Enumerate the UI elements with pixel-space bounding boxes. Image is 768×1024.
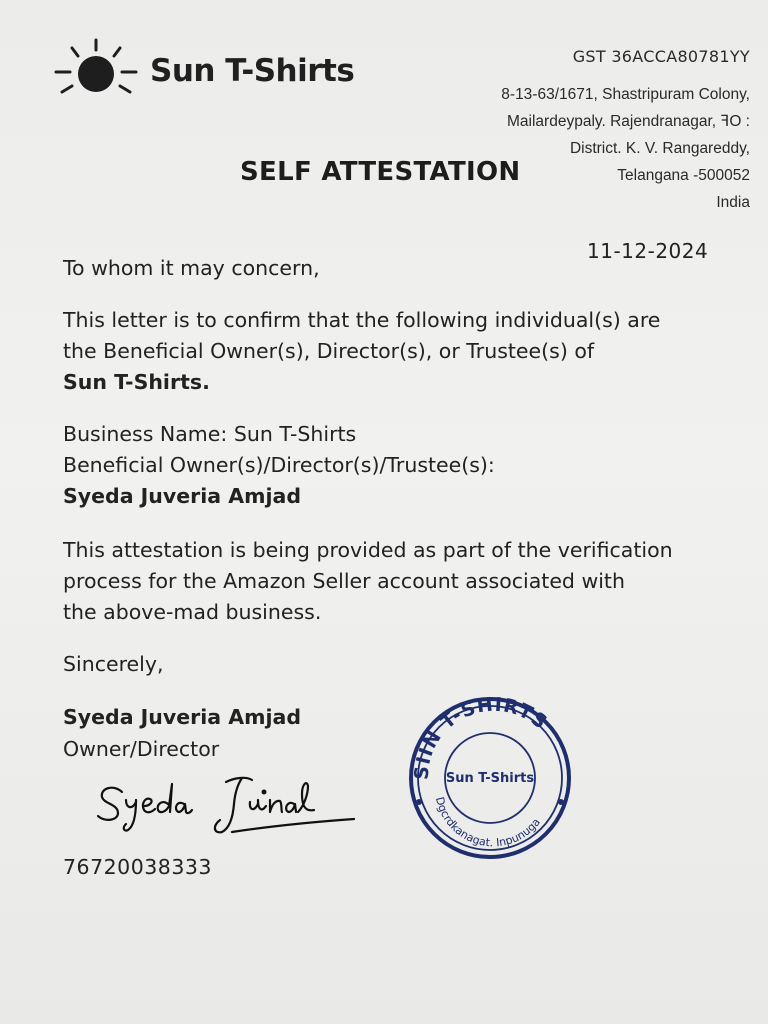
owner-label: Beneficial Owner(s)/Director(s)/Trustee(s):: [63, 453, 495, 477]
paragraph-line: process for the Amazon Seller account associated with: [63, 569, 625, 593]
signer-name: Syeda Juveria Amjad: [63, 705, 302, 729]
address-line: 8-13-63/1671, Shastripuram Colony,: [501, 86, 750, 103]
company-name: Sun T-Shirts: [150, 53, 355, 89]
address-line: Telangana -500052: [617, 167, 750, 184]
handwritten-signature: [92, 770, 362, 850]
business-name: Business Name: Sun T-Shirts: [63, 422, 357, 446]
company-address: [501, 81, 750, 216]
paragraph-line: This letter is to confirm that the following individual(s) are: [63, 308, 661, 332]
closing: Sincerely,: [63, 652, 164, 676]
stamp-bottom-text: Dgcrdkanagat. Inpunuga: [432, 795, 543, 850]
address-line: Mailardeypaly. Rajendranagar, ꟻO :: [507, 113, 750, 130]
owner-name: Syeda Juveria Amjad: [63, 484, 302, 508]
letter-date: 11-12-2024: [587, 239, 709, 263]
address-line: District. K. V. Rangareddy,: [569, 140, 750, 157]
company-stamp: [398, 694, 582, 862]
confirmation-paragraph: [63, 305, 660, 398]
company-logo: [52, 36, 354, 104]
stamp-top-text: SIIN T-SHIRTS: [410, 694, 552, 781]
address-line: India: [716, 194, 750, 211]
verification-paragraph: [63, 535, 673, 628]
stamp-center-text: Sun T-Shirts: [445, 771, 535, 786]
paragraph-line-company: Sun T-Shirts.: [63, 370, 210, 394]
business-details: [63, 419, 495, 512]
document-title: SELF ATTESTATION: [240, 157, 521, 187]
salutation: To whom it may concern,: [63, 256, 320, 280]
phone-number: 76720038333: [63, 855, 212, 879]
paragraph-line: the above-mad business.: [63, 600, 322, 624]
paragraph-line: This attestation is being provided as part of the verification: [63, 538, 673, 562]
sun-icon: [52, 36, 140, 104]
paragraph-line: the Beneficial Owner(s), Director(s), or Trustee(s) of: [63, 339, 595, 363]
gst-number: GST 36ACCA80781YY: [572, 47, 750, 66]
signer-role: Owner/Director: [63, 737, 220, 761]
